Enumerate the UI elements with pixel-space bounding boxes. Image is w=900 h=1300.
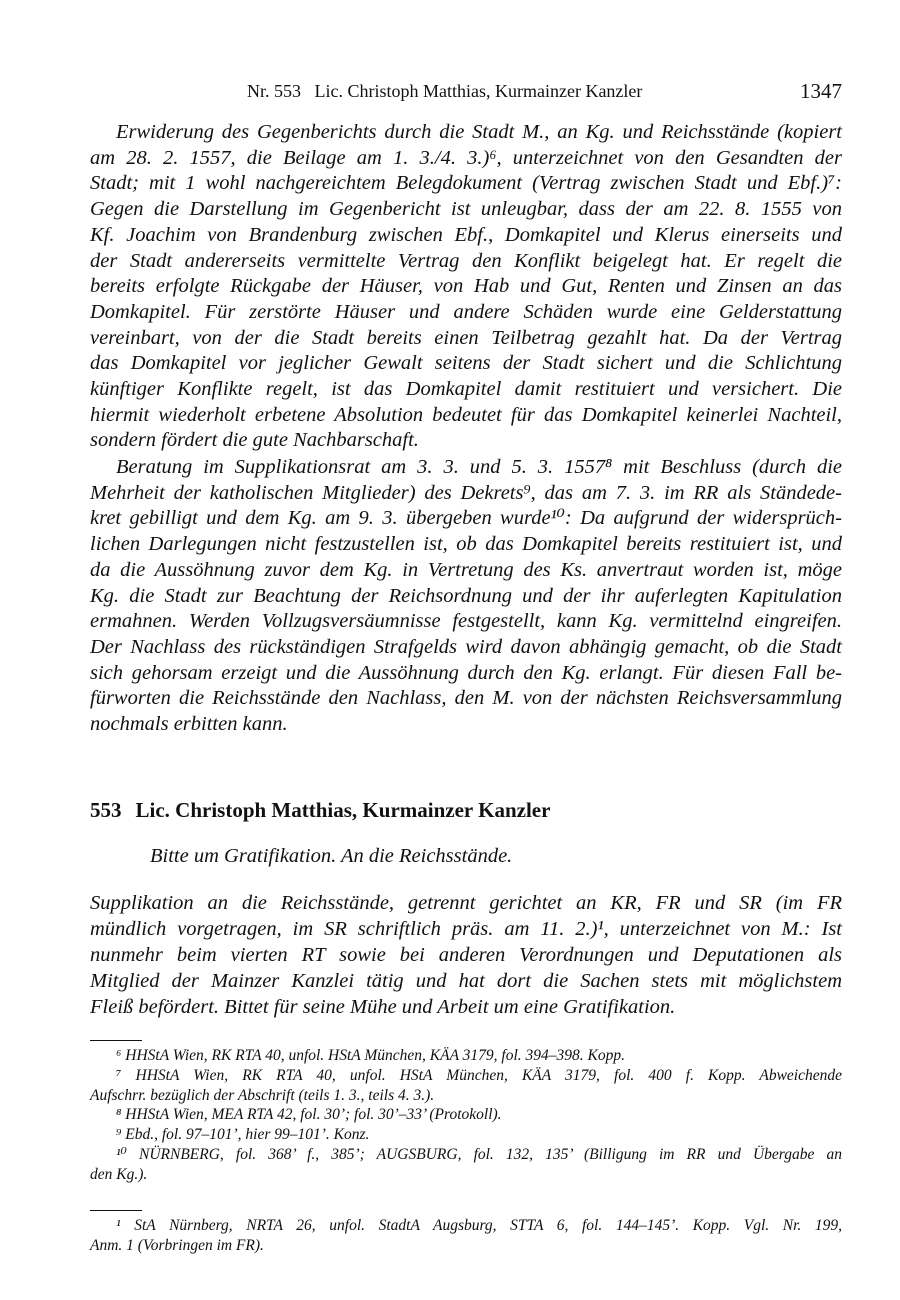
text-line: nochmals erbitten kann.: [90, 713, 288, 736]
text-line: den Kg.).: [90, 1165, 148, 1183]
text-line: bereits erfolgte Rückgabe der Häuser, von Hab und Gut, Renten und Zinsen an das: [90, 275, 842, 298]
text-line: Beratung im Supplikationsrat am 3. 3. und 5. 3. 1557⁸ mit Beschluss (durch die: [116, 456, 842, 478]
text-line: mündlich vorgetragen, im SR schriftlich präs. am 11. 2.)¹, unterzeichnet von M.: Ist: [90, 918, 842, 940]
section-number: 553: [90, 798, 122, 822]
text-line: vereinbart, von der die Stadt bereits einen Teilbetrag gezahlt hat. Da der Vertrag: [90, 326, 842, 349]
text-line: ¹⁰ NÜRNBERG, fol. 368’ f., 385’; AUGSBURG, fol. 132, 135’ (Billigung im RR und Übergabe an: [116, 1145, 842, 1163]
text-line: ermahnen. Werden Vollzugsversäumnisse festgestellt, kann Kg. vermittelnd eingreifen.: [90, 610, 842, 633]
text-line: kret gebilligt und dem Kg. am 9. 3. übergeben wurde¹⁰: Da aufgrund der widersprüch-: [90, 507, 842, 530]
section-heading: [90, 798, 550, 823]
section-subtitle: Bitte um Gratifikation. An die Reichsstände.: [150, 845, 513, 867]
text-line: künftiger Konflikte regelt, ist das Domkapitel damit restituiert und versichert. Die: [90, 378, 842, 401]
running-title: Nr. 553 Lic. Christoph Matthias, Kurmainzer Kanzler: [247, 81, 643, 101]
text-line: lichen Darlegungen nicht festzustellen ist, ob das Domkapitel bereits restituiert ist, und: [90, 533, 842, 556]
text-line: Kf. Joachim von Brandenburg zwischen Ebf., Domkapitel und Klerus einerseits und: [90, 223, 842, 246]
section-title: Lic. Christoph Matthias, Kurmainzer Kanzler: [135, 798, 551, 822]
text-line: Supplikation an die Reichsstände, getrennt gerichtet an KR, FR und SR (im FR: [90, 892, 842, 914]
footnotes-upper: [90, 1046, 842, 1185]
text-line: Fleiß befördert. Bittet für seine Mühe und Arbeit um eine Gratifikation.: [90, 996, 676, 1018]
text-line: Mitglied der Mainzer Kanzlei tätig und hat dort die Sachen stets mit möglichstem: [90, 970, 842, 992]
paragraph-deliberation: [90, 455, 842, 738]
text-line: sich gehorsam erzeigt und die Aussöhnung durch den Kg. erlangt. Für diesen Fall be-: [90, 661, 842, 684]
text-line: Erwiderung des Gegenberichts durch die Stadt M., an Kg. und Reichsstände (kopiert: [116, 121, 842, 143]
footnotes-lower: [90, 1216, 842, 1256]
text-line: Mehrheit der katholischen Mitglieder) des Dekrets⁹, das am 7. 3. im RR als Ständede-: [90, 481, 842, 504]
text-line: Gegen die Darstellung im Gegenbericht ist unleugbar, dass der am 22. 8. 1555 von: [90, 198, 842, 221]
text-line: das Domkapitel vor jeglicher Gewalt seitens der Stadt sichert und die Schlichtung: [90, 352, 842, 375]
page-number: 1347: [800, 79, 842, 103]
text-line: Stadt; mit 1 wohl nachgereichtem Belegdokument (Vertrag zwischen Stadt und Ebf.)⁷:: [90, 172, 842, 195]
running-header: [90, 79, 842, 107]
paragraph-reply: [90, 120, 842, 454]
text-line: Domkapitel. Für zerstörte Häuser und andere Schäden wurde eine Gelderstattung: [90, 300, 842, 323]
text-line: Der Nachlass des rückständigen Strafgelds wird davon abhängig gemacht, ob die Stadt: [90, 635, 842, 658]
text-line: Kg. die Stadt zur Beachtung der Reichsordnung und der ihr auferlegten Kapitulation: [90, 584, 842, 607]
text-line: Anm. 1 (Vorbringen im FR).: [90, 1236, 264, 1254]
text-line: am 28. 2. 1557, die Beilage am 1. 3./4. 3.)⁶, unterzeichnet von den Gesandten der: [90, 146, 842, 169]
text-line: da die Aussöhnung zuvor dem Kg. in Vertretung des Ks. anvertraut worden ist, möge: [90, 558, 842, 581]
footnote-rule: [90, 1210, 142, 1211]
text-line: fürworten die Reichsstände den Nachlass, den M. von der nächsten Reichsversammlung: [90, 687, 842, 710]
text-line: sondern fördert die gute Nachbarschaft.: [90, 429, 419, 452]
text-line: Aufschrr. bezüglich der Abschrift (teils 1. 3., teils 4. 3.).: [90, 1086, 435, 1104]
footnote-rule: [90, 1040, 142, 1041]
text-line: ⁹ Ebd., fol. 97–101’, hier 99–101’. Konz.: [116, 1126, 370, 1144]
text-line: ⁷ HHStA Wien, RK RTA 40, unfol. HStA München, KÄA 3179, fol. 400 f. Kopp. Abweichende: [116, 1066, 842, 1084]
text-line: hiermit wiederholt erbetene Absolution bedeutet für das Domkapitel keinerlei Nachteil,: [90, 403, 842, 426]
text-line: ¹ StA Nürnberg, NRTA 26, unfol. StadtA Augsburg, STTA 6, fol. 144–145’. Kopp. Vgl. Nr. 199,: [116, 1217, 842, 1234]
text-line: nunmehr beim vierten RT sowie bei anderen Verordnungen und Deputationen als: [90, 944, 842, 966]
text-line: ⁸ HHStA Wien, MEA RTA 42, fol. 30’; fol. 30’–33’ (Protokoll).: [116, 1106, 502, 1124]
text-line: ⁶ HHStA Wien, RK RTA 40, unfol. HStA München, KÄA 3179, fol. 394–398. Kopp.: [116, 1047, 625, 1064]
text-line: der Stadt andererseits vermittelte Vertrag den Konflikt beigelegt hat. Er regelt die: [90, 249, 842, 272]
paragraph-supplication: [90, 890, 842, 1020]
